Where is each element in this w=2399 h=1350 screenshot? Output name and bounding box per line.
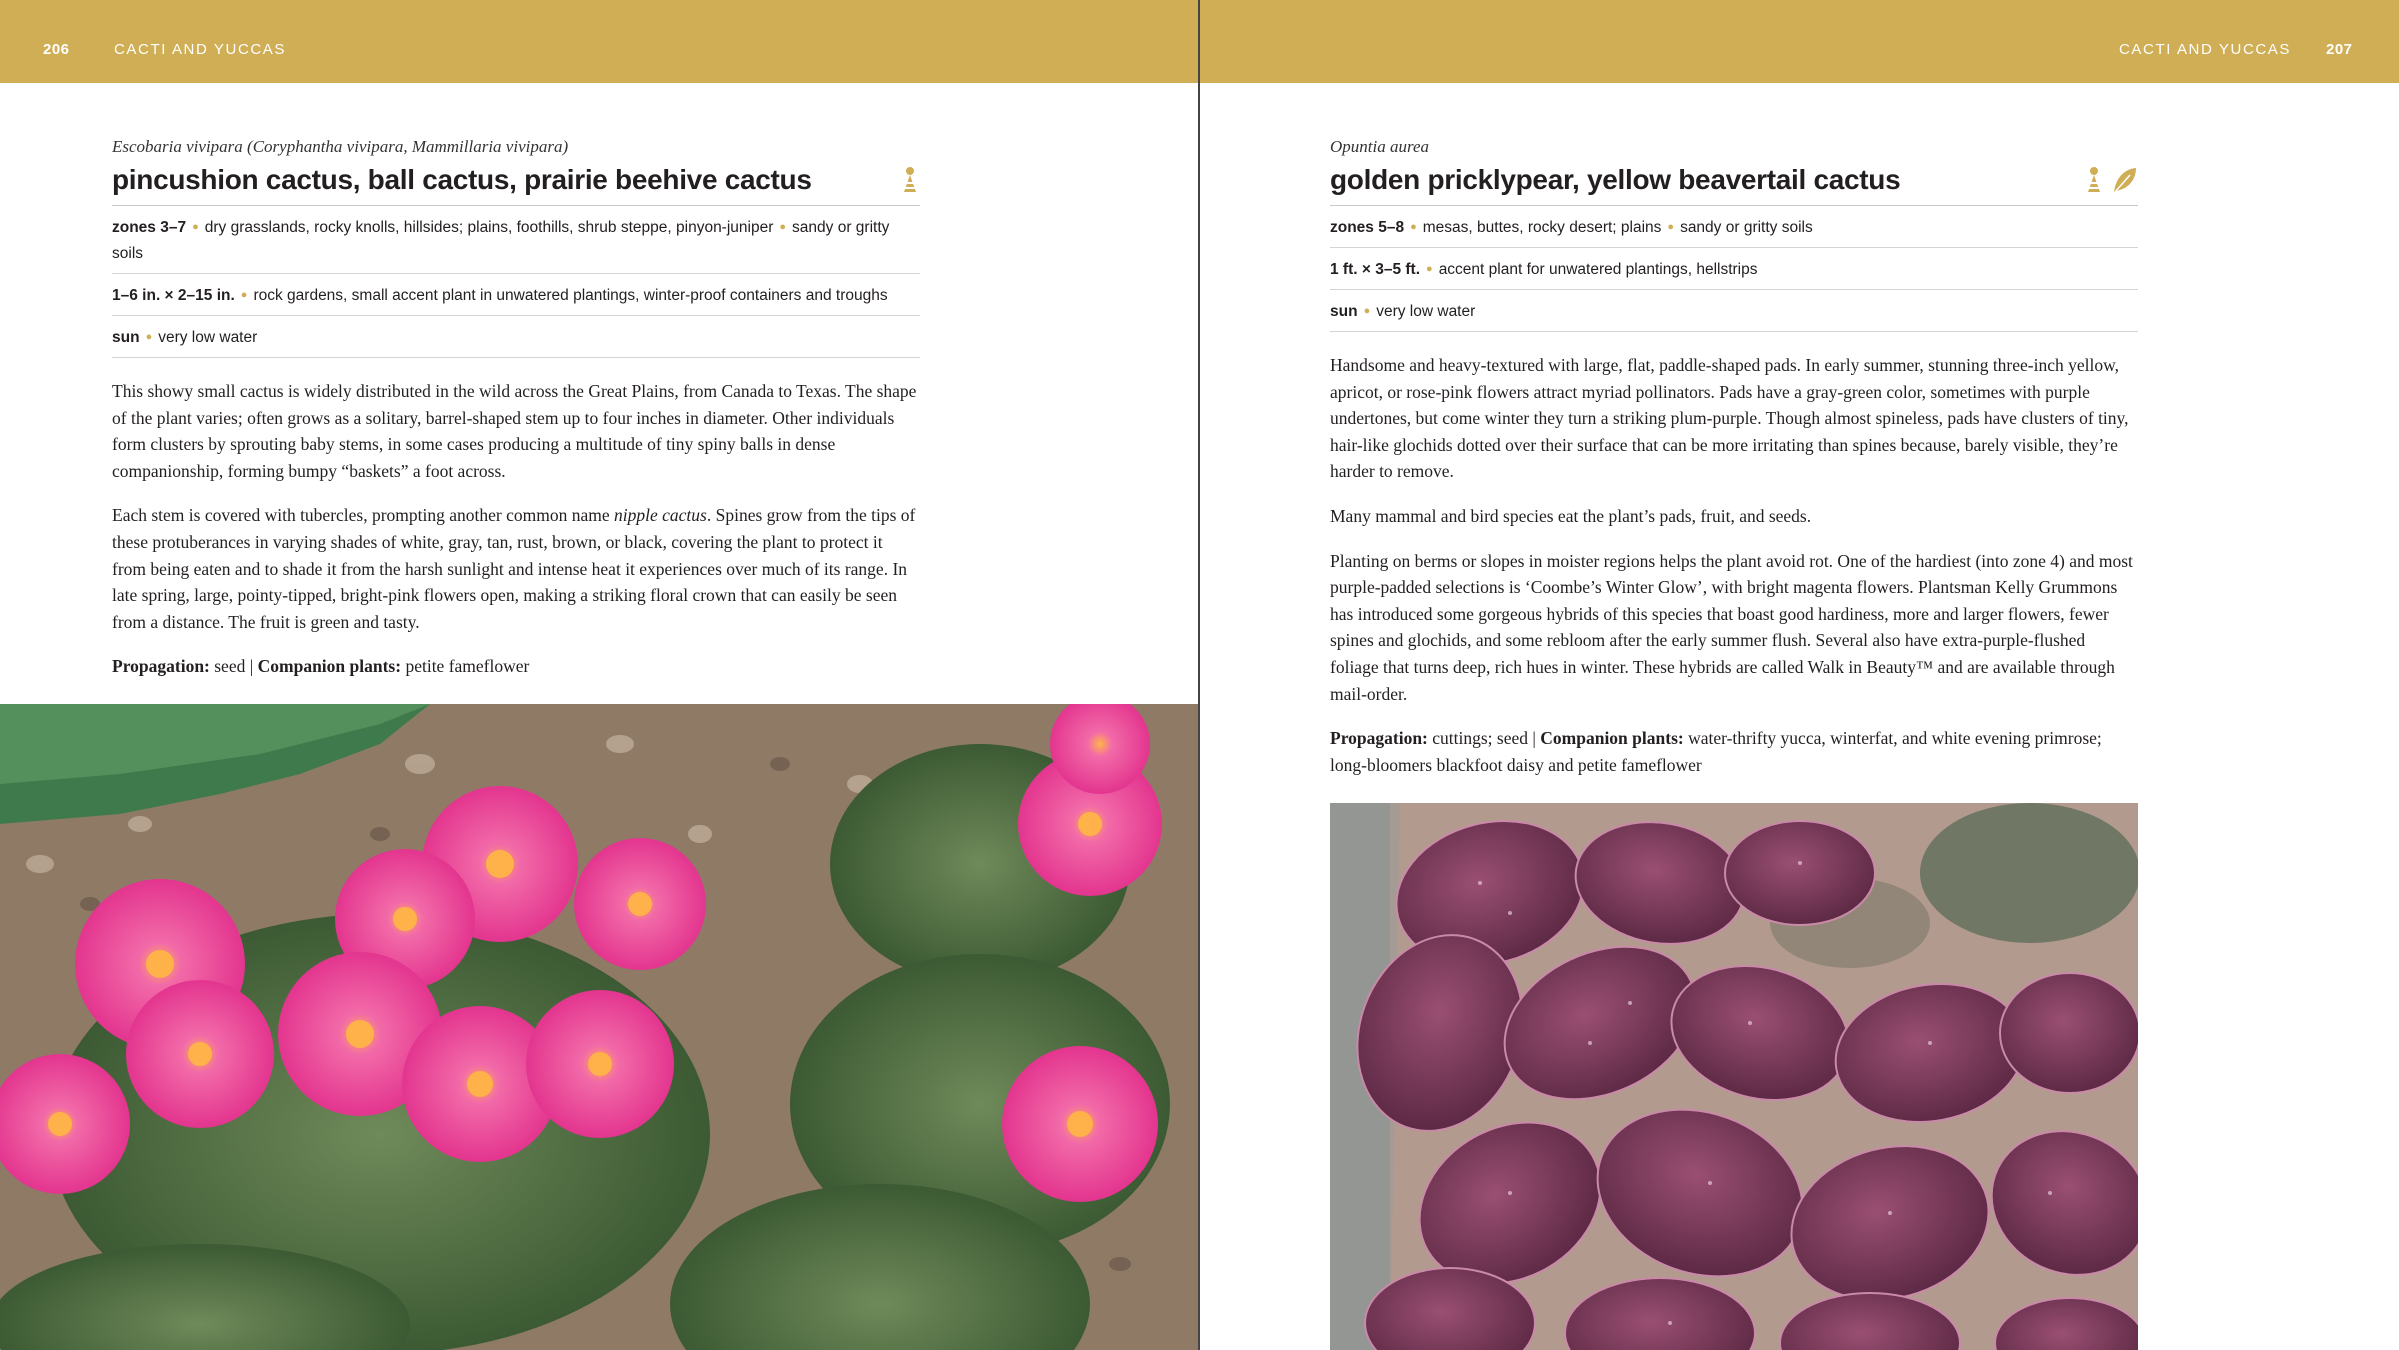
latin-name: Opuntia aurea [1330,137,1430,156]
attribute-icons [900,166,920,194]
fact-row-zones: zones 5–8 ● mesas, buttes, rocky desert; plains ● sandy or gritty soils [1330,206,2138,248]
latin-name: Escobaria vivipara (Coryphantha vivipara, Mammillaria vivipara) [112,137,569,156]
body-paragraph: This showy small cactus is widely distributed in the wild across the Great Plains, from Canada to Texas. The shape of the plant varies; often grows as a solitary, barrel-shaped stem up to four inches in diameter. Other individuals form clusters by sprouting baby stems, in some cases producing a multitude of tiny spiny balls in dense companionship, forming bumpy “baskets” a foot across. [112,381,917,481]
fact-row-size: 1–6 in. × 2–15 in. ● rock gardens, small accent plant in unwatered plantings, winter-proof containers and troughs [112,274,920,316]
common-name-row [112,160,920,206]
running-head: CACTI AND YUCCAS [2119,41,2292,58]
page-number: 206 [43,41,70,58]
body-paragraph: Planting on berms or slopes in moister regions helps the plant avoid rot. One of the hardiest (into zone 4) and most purple-padded selections is ‘Coombe’s Winter Glow’, with bright magenta flowers. Plantsman Kelly Grummons has introduced some gorgeous hybrids of this species that boast good hardiness, more and larger flowers, fewer spines and glochids, and some rebloom after the early summer flush. Several also have extra-purple-flushed foliage that turns deep, rich hues in winter. These hybrids are called Walk in Beauty™ and are available through mail-order. [1330,550,2133,704]
bee-icon [900,166,920,194]
fact-table [112,206,920,358]
left-page [0,0,1198,1350]
common-name: golden pricklypear, yellow beavertail cactus [1330,164,1901,195]
header-band [1200,0,2399,83]
fact-row-light-water: sun ● very low water [1330,290,2138,332]
common-name-row [1330,160,2138,206]
entry-body [112,378,920,680]
right-page [1200,0,2399,1350]
pincushion-cactus-photo [0,704,1198,1350]
fact-row-zones: zones 3–7 ● dry grasslands, rocky knolls, hillsides; plains, foothills, shrub steppe, pinyon-juniper ● sandy or gritty soils [112,206,920,274]
body-paragraph: Each stem is covered with tubercles, prompting another common name nipple cactus. Spines grow from the tips of these protuberances in varying shades of white, gray, tan, rust, brown, or black, covering the plant to protect it from being eaten and to shade it from the harsh sunlight and intense heat it experiences over much of its range. In late spring, large, pointy-tipped, bright-pink flowers open, making a striking floral crown that can easily be seen from a distance. The fruit is green and tasty. [112,505,916,632]
plant-entry [112,134,920,698]
body-paragraph: Many mammal and bird species eat the plant’s pads, fruit, and seeds. [1330,505,1812,526]
bee-icon [2084,166,2104,194]
fact-row-light-water: sun ● very low water [112,316,920,358]
body-paragraph: Handsome and heavy-textured with large, flat, paddle-shaped pads. In early summer, stunning three-inch yellow, apricot, or rose-pink flowers attract myriad pollinators. Pads have a gray-green color, sometimes with purple undertones, but come winter they turn a striking plum-purple. Though almost spineless, pads have clusters of tiny, hair-like glochids dotted over their surface that can be more irritating than spines because, barely visible, they’re harder to remove. [1330,355,2129,482]
plant-entry [1330,134,2138,796]
fact-table [1330,206,2138,332]
fact-row-size: 1 ft. × 3–5 ft. ● accent plant for unwatered plantings, hellstrips [1330,248,2138,290]
propagation-line: Propagation: seed | Companion plants: petite fameflower [112,656,530,677]
running-head: CACTI AND YUCCAS [114,41,287,58]
attribute-icons [2084,166,2138,194]
propagation-line: Propagation: cuttings; seed | Companion plants: water-thrifty yucca, winterfat, and white evening primrose; long-bloomers blackfoot daisy and petite fameflower [1330,728,2102,775]
leaf-icon [2112,166,2138,194]
page-number: 207 [2326,41,2353,58]
common-name: pincushion cactus, ball cactus, prairie beehive cactus [112,164,812,195]
header-band [0,0,1198,83]
pricklypear-cactus-photo [1330,803,2138,1350]
entry-body [1330,352,2138,778]
